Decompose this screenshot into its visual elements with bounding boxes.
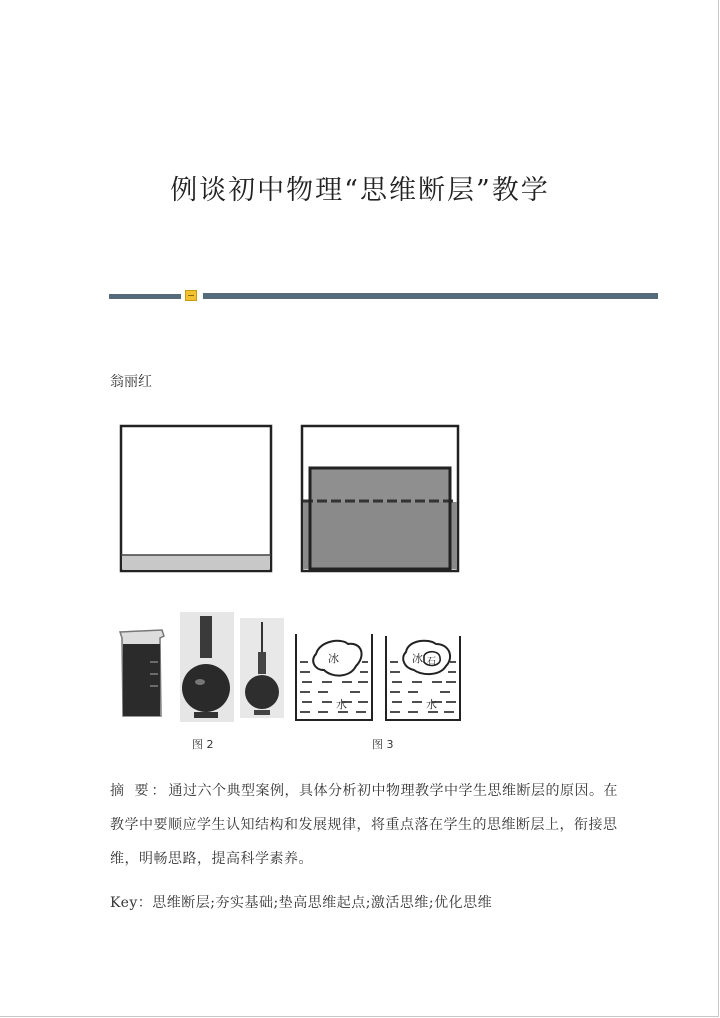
keywords-line xyxy=(110,892,492,912)
figure-flasks-and-ice xyxy=(110,612,480,727)
title-rule-right xyxy=(203,293,658,299)
keywords-label: Key： xyxy=(110,895,153,911)
figure-containers xyxy=(110,418,470,578)
flask-photo-large xyxy=(180,612,234,722)
empty-container-diagram xyxy=(121,426,271,571)
document-icon xyxy=(185,290,197,301)
ice-label-2: 冰 xyxy=(412,652,423,665)
abstract-text: 通过六个典型案例，具体分析初中物理教学中学生思维断层的原因。在教学中要顺应学生认知结构和发展规律，将重点落在学生的思维断层上，衔接思维，明畅思路，提高科学素养。 xyxy=(110,783,618,867)
ice-label: 冰 xyxy=(328,652,339,665)
title-rule-left xyxy=(109,294,181,299)
figure-3-caption: 图 3 xyxy=(372,738,394,751)
flask-photo-small xyxy=(240,618,284,718)
beaker-photo xyxy=(110,612,170,722)
figure-2-caption: 图 2 xyxy=(192,738,214,751)
water-label-2: 水 xyxy=(426,698,437,711)
water-label: 水 xyxy=(336,698,347,711)
stone-label: 石 xyxy=(427,657,437,667)
filled-container-diagram xyxy=(302,426,458,571)
abstract-paragraph xyxy=(110,774,620,876)
keywords-text: 思维断层;夯实基础;垫高思维起点;激活思维;优化思维 xyxy=(152,895,493,911)
author-name: 翁丽红 xyxy=(110,374,152,390)
ice-water-diagram xyxy=(296,634,372,720)
page-title: 例谈初中物理“思维断层”教学 xyxy=(170,175,550,206)
ice-stone-diagram xyxy=(386,636,460,720)
abstract-label: 摘 要： xyxy=(110,783,169,799)
